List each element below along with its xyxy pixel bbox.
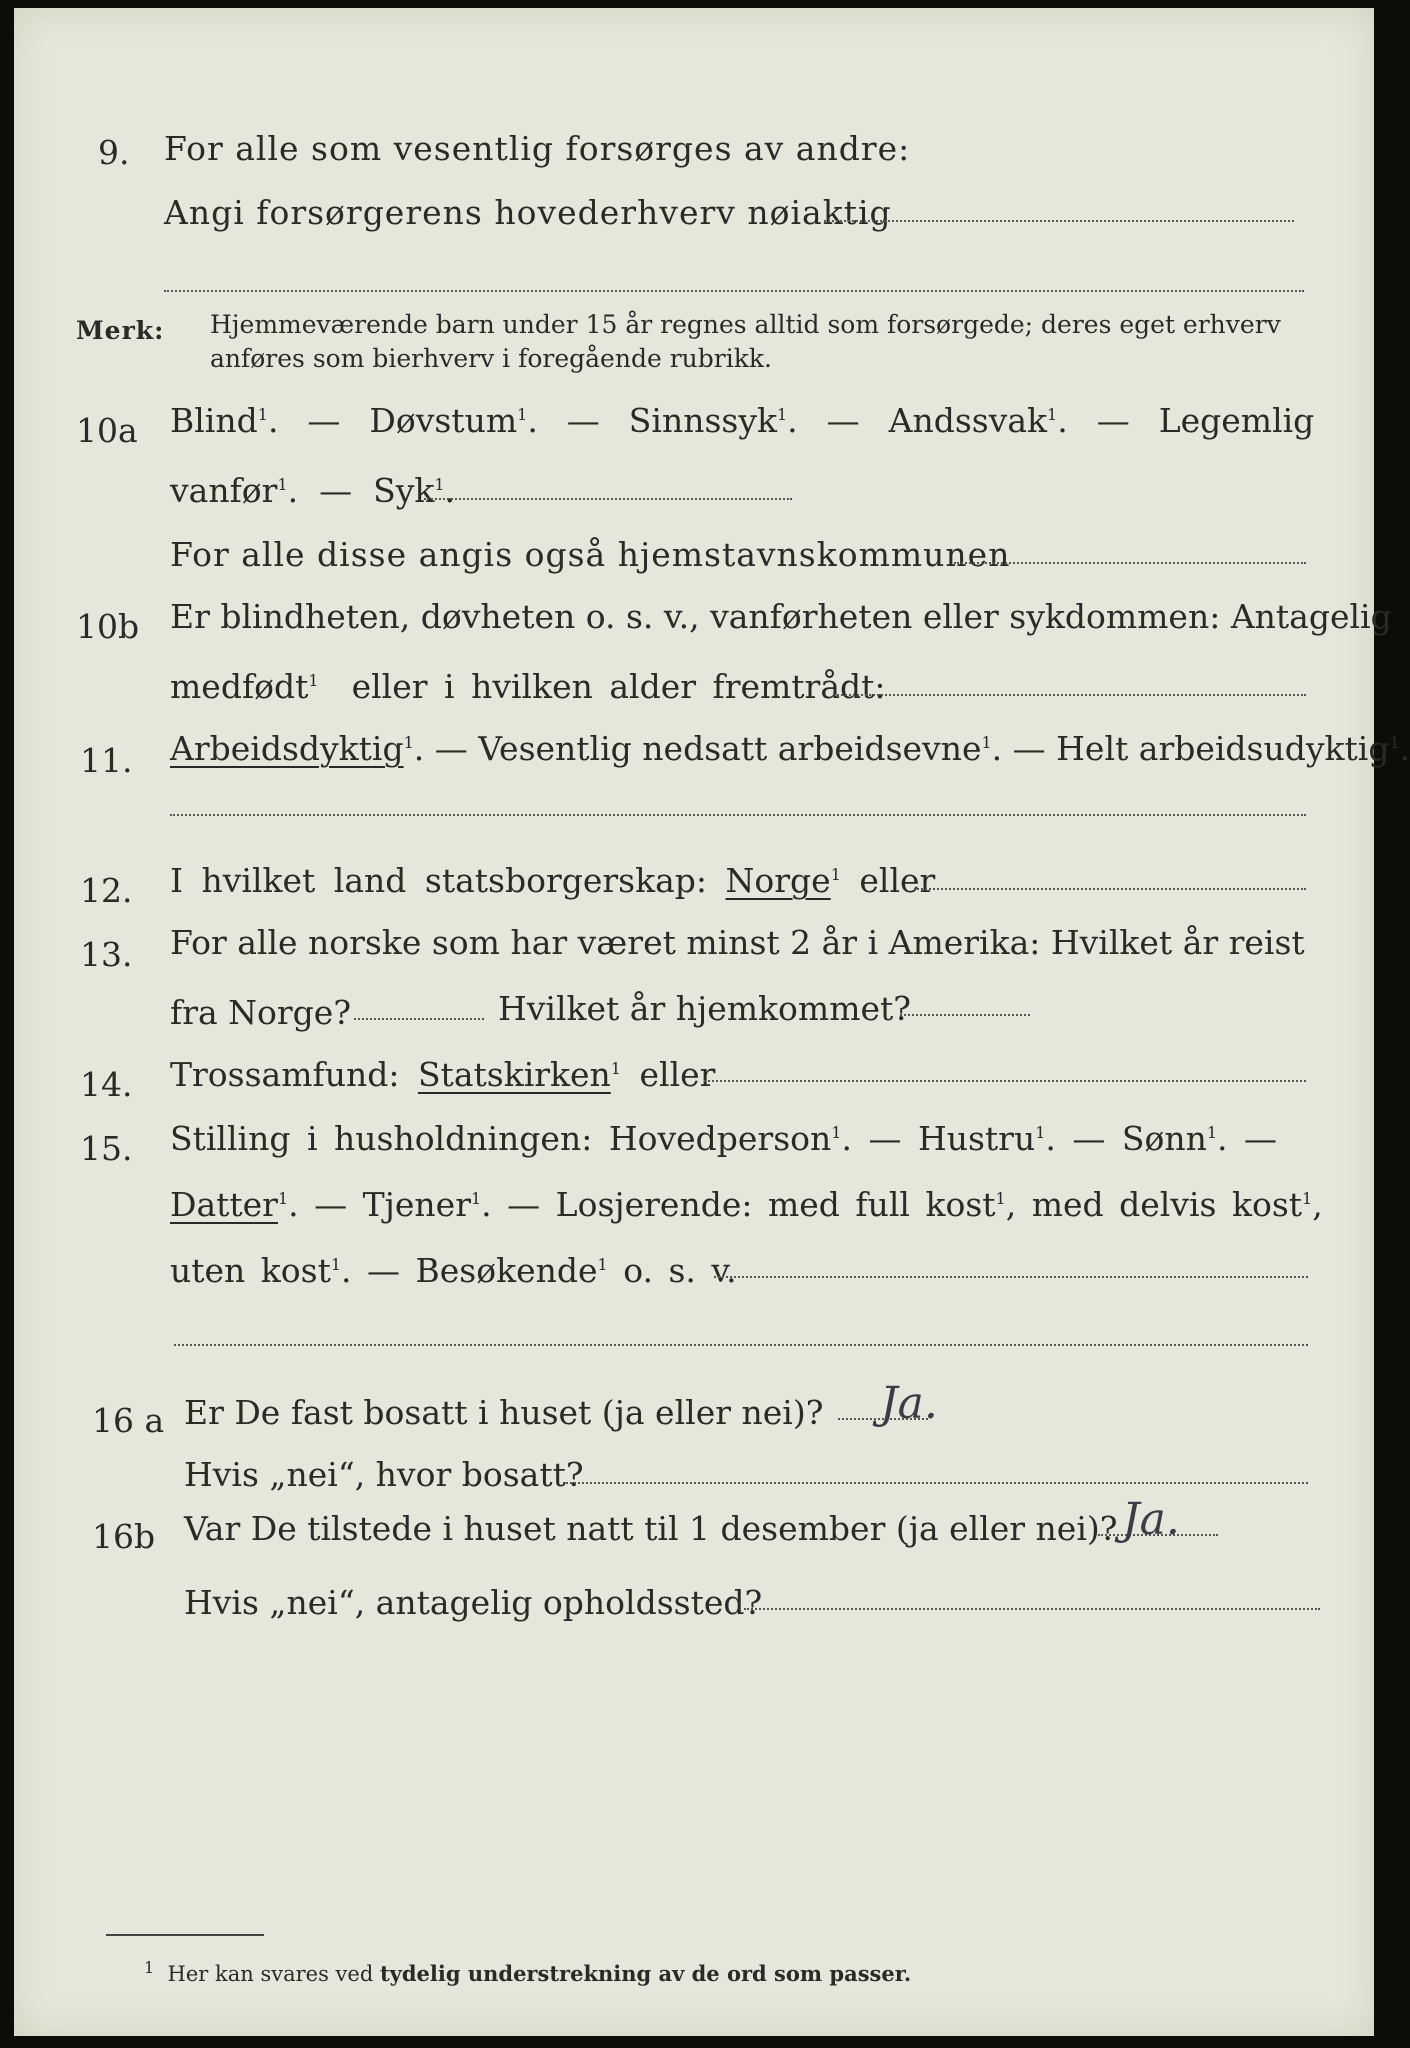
q11-line: Arbeidsdyktig$^1$. — Vesentlig nedsatt arbeidsevne$^1$. — Helt arbeidsudyktig$^1$. <box>170 729 1410 768</box>
footnote-ref: 1 <box>597 1255 608 1274</box>
option-sinnssyk[interactable]: Sinnssyk <box>628 401 777 440</box>
q13-part1: fra Norge? <box>170 993 352 1032</box>
footnote-bold-text: tydelig understrekning av de ord som passer. <box>379 1961 912 1986</box>
separator: — <box>507 1185 541 1224</box>
footnote-ref: 1 <box>1302 1189 1313 1208</box>
q12-answer-line[interactable] <box>914 888 1306 890</box>
q15-osv: o. s. v. <box>623 1251 737 1290</box>
q13-number: 13. <box>80 935 133 974</box>
footnote <box>144 1958 911 1986</box>
q10a-line1: Blind$^1$. — Døvstum$^1$. — Sinnssyk$^1$. — Andssvak$^1$. — Legemlig <box>170 401 1315 440</box>
q13-line1: For alle norske som har været minst 2 år i Amerika: Hvilket år reist <box>170 923 1305 962</box>
footnote-ref: 1 <box>776 405 788 424</box>
census-form-page <box>14 8 1410 2036</box>
merk-line1: Hjemmeværende barn under 15 år regnes alltid som forsørgede; deres eget erhverv <box>210 310 1281 339</box>
q9-line1: For alle som vesentlig forsørges av andre: <box>164 129 911 168</box>
option-besokende[interactable]: Besøkende <box>415 1251 598 1290</box>
footnote-ref: 1 <box>470 1189 482 1208</box>
option-losjerende-full[interactable]: Losjerende: med full kost <box>555 1185 996 1224</box>
q10b-number: 10b <box>76 607 140 646</box>
q10b-question: eller i hvilken alder fremtrådt: <box>351 667 886 706</box>
option-dovstum[interactable]: Døvstum <box>369 401 518 440</box>
q15-line1: Stilling i husholdningen: Hovedperson$^1$. — Hustru$^1$. — Sønn$^1$. — <box>170 1119 1278 1158</box>
footnote-ref: 1 <box>981 733 992 752</box>
footnote-ref: 1 <box>330 1255 342 1274</box>
q16a-line1: Er De fast bosatt i huset (ja eller nei)? <box>184 1393 824 1432</box>
footnote-ref: 1 <box>434 475 445 494</box>
q13-part2: Hvilket år hjemkommet? <box>498 989 911 1028</box>
q16a-bosatt-line[interactable] <box>566 1482 1308 1484</box>
q16a-handwritten-answer: Ja. <box>880 1378 938 1429</box>
footnote-ref: 1 <box>1047 405 1058 424</box>
q16a-number: 16 a <box>92 1401 165 1440</box>
separator: — <box>314 1185 348 1224</box>
q10a-answer-line[interactable] <box>424 498 792 500</box>
q10a-line3: For alle disse angis også hjemstavnskommunen <box>170 535 1011 574</box>
merk-label: Merk: <box>76 316 165 345</box>
option-tjener[interactable]: Tjener <box>362 1185 471 1224</box>
option-nedsatt[interactable]: Vesentlig nedsatt arbeidsevne <box>478 729 982 768</box>
footnote-mark: 1 <box>144 1958 155 1977</box>
option-syk[interactable]: Syk <box>373 471 435 510</box>
q16a-line2: Hvis „nei“, hvor bosatt? <box>184 1455 584 1494</box>
q11-number: 11. <box>80 741 133 780</box>
option-datter[interactable]: Datter <box>170 1185 278 1224</box>
footnote-ref: 1 <box>995 1189 1006 1208</box>
footnote-text: Her kan svares ved <box>167 1962 374 1986</box>
option-losjerende-delvis[interactable]: med delvis kost <box>1031 1185 1303 1224</box>
q16b-opholdssted-line[interactable] <box>744 1608 1320 1610</box>
merk-line2: anføres som bierhverv i foregående rubrikk. <box>210 344 772 373</box>
q15-line3: uten kost$^1$. — Besøkende$^1$ o. s. v. <box>170 1251 737 1290</box>
q12-line <box>170 861 936 900</box>
q15-answer-line[interactable] <box>714 1276 1308 1278</box>
option-hustru[interactable]: Hustru <box>917 1119 1036 1158</box>
separator: — <box>307 401 341 440</box>
separator: — <box>319 471 353 510</box>
q14-number: 14. <box>80 1065 133 1104</box>
footnote-ref: 1 <box>257 405 268 424</box>
separator: — <box>1072 1119 1106 1158</box>
option-arbeidsdyktig[interactable]: Arbeidsdyktig <box>170 729 404 768</box>
q12-eller: eller <box>859 861 936 900</box>
q14-question: Trossamfund: <box>170 1055 400 1094</box>
separator: — <box>566 401 600 440</box>
q10b-answer-line[interactable] <box>834 694 1306 696</box>
footnote-rule <box>106 1934 264 1936</box>
footnote-ref: 1 <box>831 1123 842 1142</box>
separator: — <box>868 1119 902 1158</box>
footnote-ref: 1 <box>277 475 288 494</box>
q12-question: I hvilket land statsborgerskap: <box>170 861 708 900</box>
q15-answer-line-2[interactable] <box>174 1344 1308 1346</box>
q15-line2: Datter$^1$. — Tjener$^1$. — Losjerende: med full kost$^1$, med delvis kost$^1$, <box>170 1185 1323 1224</box>
q11-answer-line[interactable] <box>170 814 1306 816</box>
separator: — <box>434 729 468 768</box>
q13-hjemkommet-line[interactable] <box>900 1014 1030 1016</box>
separator: — <box>367 1251 401 1290</box>
q14-answer-line[interactable] <box>704 1080 1306 1082</box>
q16b-line1: Var De tilstede i huset natt til 1 desember (ja eller nei)? <box>184 1509 1118 1548</box>
q14-eller: eller <box>639 1055 716 1094</box>
q14-line <box>170 1055 716 1094</box>
separator: — <box>1096 401 1130 440</box>
q15-number: 15. <box>80 1129 133 1168</box>
q15-question: Stilling i husholdningen: <box>170 1119 593 1158</box>
option-andssvak[interactable]: Andssvak <box>888 401 1048 440</box>
q9-number: 9. <box>98 133 130 172</box>
footnote-ref: 1 <box>1035 1123 1046 1142</box>
option-uten-kost[interactable]: uten kost <box>170 1251 331 1290</box>
separator: — <box>826 401 860 440</box>
q9-line2: Angi forsørgerens hovederhverv nøiaktig <box>164 193 892 232</box>
q12-number: 12. <box>80 871 133 910</box>
option-norge[interactable]: Norge <box>725 861 831 900</box>
footnote-ref: 1 <box>830 865 841 884</box>
q10a-number: 10a <box>76 411 138 450</box>
footnote-ref: 1 <box>308 671 319 690</box>
footnote-ref: 1 <box>1389 733 1400 752</box>
footnote-ref: 1 <box>517 405 528 424</box>
q9-answer-line-2[interactable] <box>164 290 1304 292</box>
option-statskirken[interactable]: Statskirken <box>417 1055 611 1094</box>
q13-reist-line[interactable] <box>354 1018 484 1020</box>
option-helt-udyktig[interactable]: Helt arbeidsudyktig <box>1056 729 1390 768</box>
footnote-ref: 1 <box>277 1189 289 1208</box>
q10a-hjemstavn-line[interactable] <box>954 562 1306 564</box>
option-blind[interactable]: Blind <box>170 401 258 440</box>
footnote-ref: 1 <box>610 1059 621 1078</box>
separator: — <box>1012 729 1046 768</box>
option-vanfor[interactable]: vanfør <box>170 471 278 510</box>
q16b-number: 16b <box>92 1517 156 1556</box>
footnote-ref: 1 <box>403 733 414 752</box>
option-legemlig[interactable]: Legemlig <box>1158 401 1315 440</box>
q10a-line2: vanfør$^1$. — Syk$^1$. <box>170 471 456 510</box>
option-medfodt[interactable]: medfødt <box>170 667 309 706</box>
option-sonn[interactable]: Sønn <box>1121 1119 1207 1158</box>
footnote-ref: 1 <box>1206 1123 1218 1142</box>
separator: — <box>1244 1119 1278 1158</box>
q10b-line2 <box>170 667 886 706</box>
option-hovedperson[interactable]: Hovedperson <box>608 1119 832 1158</box>
q16b-line2: Hvis „nei“, antagelig opholdssted? <box>184 1583 763 1622</box>
q10b-line1: Er blindheten, døvheten o. s. v., vanførheten eller sykdommen: Antagelig <box>170 597 1392 636</box>
q16b-handwritten-answer: Ja. <box>1122 1494 1180 1545</box>
q9-answer-line[interactable] <box>824 220 1294 222</box>
